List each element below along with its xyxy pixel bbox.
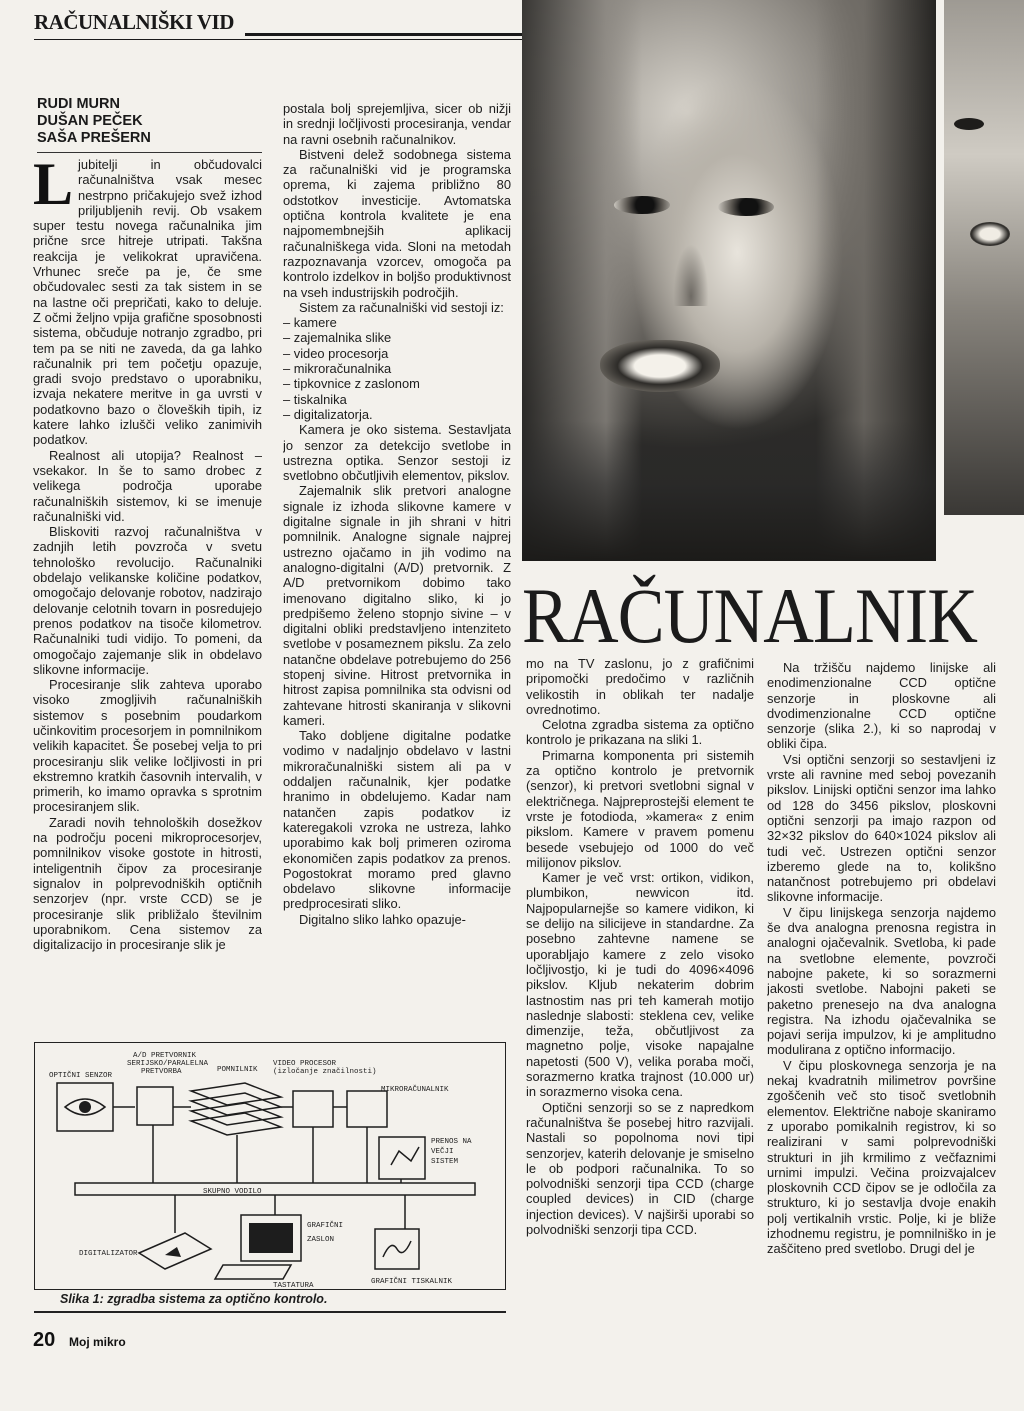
diagram-svg [35, 1043, 507, 1291]
author-name: RUDI MURN [37, 96, 120, 112]
list-item: – tiskalnika [283, 391, 347, 407]
paragraph: Vsi optični senzorji so sestavljeni iz vrste ali ravnine med seboj povezanih pikslov. Linijski optični senzor ima lahko od 128 do 3456 pikslov, ploskovni optični senzorji pa imajo razpon od 32×32 pikslov do 640×1024 pikslov ali tudi več. Ustrezen optični senzor izberemo glede na to, kolikšno natančnost potrebujemo pri obdelavi slikovne informacije. [767, 751, 996, 905]
figure-caption: Slika 1: zgradba sistema za optično kontrolo. [60, 1292, 328, 1306]
paragraph: Digitalno sliko lahko opazuje- [299, 911, 466, 927]
label-video2: (izločanje značilnosti) [273, 1068, 377, 1076]
figure-rule [34, 1311, 506, 1313]
label-transfer: PRENOS NA [431, 1138, 472, 1146]
section-rule-thin [34, 39, 530, 40]
label-keyboard: TASTATURA [273, 1282, 314, 1290]
paragraph: Procesiranje slik zahteva uporabo visoko zmogljivih računalniških sistemov s posebnim poudarkom učinkovitim procesorjem in pomnilnikom velikih kapacitet. Še posebej velja to pri procesiranju slik velike ločljivosti in pri ekstremno kratkih časovnih intervalih, v primerih, ko imamo opravka s sprotnim procesiranjem slik. [33, 677, 262, 815]
photo-eye-right [718, 198, 774, 216]
article-column-2 [283, 101, 511, 1050]
paragraph: Optični senzorji so se z napredkom računalništva še posebej hitro razvijali. Nastali so popolnoma novi tipi senzorjev, katerih delovanje je smiselno le ob podpori računalnika. To so polvodniški senzorji tipa CCD (charge coupled devices) in CID (charge injection devices). V najširši uporabi so polvodniški senzorji tipa CCD. [526, 1099, 754, 1237]
list-item: – zajemalnika slike [283, 330, 392, 346]
label-printer: GRAFIČNI TISKALNIK [371, 1278, 453, 1286]
section-label: RAČUNALNIŠKI VID [34, 10, 234, 34]
label-serial: SERIJSKO/PARALELNA [127, 1060, 209, 1068]
list-item: – kamere [283, 315, 337, 331]
paragraph: V čipu linijskega senzorja najdemo še dva analogna prenosna registra in analogni ojačevalnik. Svetloba, ki pade na svetlobne elemente, povzroči nabojne pakete, ki so sorazmerni jakosti svetlobe. Nabojni paketi se paketno prenesejo na dva analogna registra. Na izhodu ojačevalnika se pojavi serija impulzov, ki je amplitudno modulirana z optično informacijo. [767, 904, 996, 1058]
label-micro: MIKRORAČUNALNIK [381, 1086, 449, 1094]
page-number: 20 [33, 1329, 56, 1351]
headline: RAČUNALNIK [522, 572, 978, 659]
article-column-3 [526, 656, 754, 1326]
paragraph: Bistveni delež sodobnega sistema za računalniški vid je programska oprema, ki zajema približno 80 odstotkov investicije. Avtomatska optična kontrola kvalitete je ena najpomembnejših aplikacij računalniškega vida. Sloni na metodah razpoznavanja vzorcev, omogoča pa kontrolo izdelkov in boljšo produktivnost na vseh industrijskih področjih. [283, 146, 511, 300]
lead-paragraph [33, 157, 262, 448]
author-list [37, 96, 267, 147]
photo-eye-left [614, 196, 670, 214]
shared-bus [75, 1183, 475, 1195]
paragraph: Na tržišču najdemo linijske ali enodimenzionalne CCD optične senzorje in ploskovne ali dvodimenzionalne CCD optične senzorje (slika 2.), ki so naprodaj v obliki čipa. [767, 660, 996, 752]
paragraph: Tako dobljene digitalne podatke vodimo v nadaljnjo obdelavo v lastni mikroračunalniški sistem ali pa v oddaljen računalnik, kjer podatke hranimo in obdelujemo. Kadar nam natančen zapis podatkov iz kateregakoli vzroka ne ustreza, lahko uporabimo kak bolj primeren oziroma ekonomičen zapis podatkov za prenos. Pogostokrat moramo pred glavno obdelavo slikovne informacije predprocesirati sliko. [283, 728, 511, 912]
micro-box [347, 1091, 387, 1127]
label-bus: SKUPNO VODILO [203, 1188, 262, 1196]
list-item: – video procesorja [283, 345, 389, 361]
label-memory: POMNILNIK [217, 1066, 258, 1074]
keyboard-icon [215, 1265, 291, 1279]
portrait-photo-edge [944, 0, 1024, 515]
photo-shadow [522, 421, 936, 561]
video-processor-box [293, 1091, 333, 1127]
paragraph: Celotna zgradba sistema za optično kontrolo je prikazana na sliki 1. [526, 717, 754, 748]
component-list [283, 315, 511, 422]
photo-nose [672, 240, 710, 306]
drop-cap: L [33, 157, 74, 217]
section-rule [245, 33, 530, 36]
list-item: – digitalizatorja. [283, 406, 373, 422]
paragraph: Kamera je oko sistema. Sestavljata jo senzor za detekcijo svetlobe in ustrezna optika. Senzor sestoji iz svetlobno občutljivih elementov, pikslov. [283, 422, 511, 484]
transfer-box [379, 1137, 425, 1179]
paragraph: Bliskoviti razvoj računalništva v zadnjih letih povzroča v svetu tehnološko revolucijo. Računalniki obdelajo velikanske količine podatkov, omogočajo delovanje robotov, nadzirajo delovanje celotnih tovarn in posredujejo prenos podatkov na tisoče kilometrov. Računalniki tudi vidijo. To pomeni, da omogočajo zajemanje slik in obdelavo slikovne informacije. [33, 524, 262, 677]
label-serial2: PRETVORBA [141, 1068, 182, 1076]
adc-box [137, 1087, 173, 1125]
authors-divider [37, 152, 262, 153]
paragraph: Sistem za računalniški vid sestoji iz: [299, 299, 504, 315]
label-video: VIDEO PROCESOR [273, 1060, 337, 1068]
system-diagram [34, 1042, 506, 1290]
pupil-icon [79, 1101, 91, 1113]
photo-eye [954, 118, 984, 130]
paragraph: Kamer je več vrst: ortikon, vidikon, plumbikon, newvicon itd. Najpopularnejše so kamere vidikon, ki se delijo na silicijeve in standardne. Za posebno zahtevne namene se uporabljajo kamere z zelo visoko ločljivostjo, ki je tudi do 4096×4096 pikslov. Kljub nekaterim dobrim lastnostim nas pri teh kamerah motijo naslednje slabosti: steklena cev, velike dimenzije, teža, občutljivost za magnetno polje, visoke napajalne napetosti (500 V), velika poraba moči, sorazmerno kratka trajnost (10.000 ur) in sorazmerno visoka cena. [526, 870, 754, 1100]
paragraph: Zaradi novih tehnoloških dosežkov na področju poceni mikroprocesorjev, pomnilnikov visoke gostote in hitrosti, inteligentnih čipov za procesiranje signalov in polprevodniških optičnih senzorjev (npr. vrste CCD) se je procesiranje slik približalo številnim uporabnikom. Cena sistemov za digitalizacijo in procesiranje slik je [33, 814, 262, 953]
label-screen: GRAFIČNI [307, 1222, 344, 1230]
article-column-1 [33, 157, 262, 1025]
article-column-4 [767, 660, 996, 1325]
label-transfer2: VEČJI [431, 1148, 454, 1156]
label-screen2: ZASLON [307, 1236, 335, 1244]
paragraph: mo na TV zaslonu, jo z grafičnimi pripomočki predočimo v različnih velikostih in oblikah ter nadalje ovrednotimo. [526, 656, 754, 717]
photo-mouth [970, 222, 1010, 246]
magazine-name: Moj mikro [69, 1335, 126, 1349]
list-item: – tipkovnice z zaslonom [283, 376, 420, 392]
monitor-icon [249, 1223, 293, 1253]
paragraph-text: jubitelji in občudovalci računalništva vsak mesec nestrpno pričakujejo svež izhod priljubljenih revij. Ob vsakem super testu novega računalnika jim prične srce hitreje utripati. Takšna reakcija je velikokrat upravičena. Vrhunec sreče pa je, če sme občudovalec sesti za tak sistem in se na lastne oči prepričati, kako to deluje. Z očmi željno vpija grafične sposobnosti sistema, občuduje notranjo zgradbo, pri tem pa se niti ne zaveda, da ga lahko računalnik pri tem početju opazuje, gradi svojo predstavo o uporabniku, izvaja nekatere meritve in ga uvrsti v podatkovno bazo o človeških tipih, iz katere lahko izlušči veliko zanimivih podatkov. [33, 157, 262, 448]
paragraph: V čipu ploskovnega senzorja je na nekaj kvadratnih milimetrov površine zgoščenih več sto tisoč svetlobnih elementov. Električne naboje skaniramo z uporabo pomikalnih registrov, ki so realizirani v sami polprevodniški strukturi in jih krmilimo z večfaznimi urnimi impulzi. Večina proizvajalcev ploskovnih CCD čipov se je odločila za strukturo, ki jo sestavlja dvoje enakih polj vertikalnih vrstic. Polje, ki je bliže izhodnemu registru, je pomnilniško in je zaščiteno pred svetlobo. Drugi del je [767, 1057, 996, 1257]
paragraph: postala bolj sprejemljiva, sicer ob nižji in srednji ločljivosti procesiranja, vendar na ravni osebnih računalnikov. [283, 101, 511, 147]
label-sensor: OPTIČNI SENZOR [49, 1072, 113, 1080]
paragraph: Realnost ali utopija? Realnost – vsekakor. In še to samo drobec z velikega področja uporabe računalniških sistemov, ki se imenuje računalniški vid. [33, 447, 262, 524]
portrait-photo [522, 0, 936, 561]
paragraph: Zajemalnik slik pretvori analogne signale iz izhoda slikovne kamere v digitalne signale in jih shrani v hitri pomnilnik. Analogne signale najprej ustrezno ojačamo in jih vodimo na analogno-digitalni (A/D) pretvornik. Z A/D pretvornikom dobimo tako imenovano digitalno sliko, ki jo predpišemo želeno stopnjo sivine – v digitalni obliki predstavljeno intenziteto svetlobe v posameznem pikslu. Za zelo natančne obdelave potrebujemo do 256 stopenj sivine. Hitrost pretvornika in hitrost zapisa pomnilnika sta odvisni od zahtevane hitrosti skaniranja v slikovni kameri. [283, 483, 511, 728]
list-item: – mikroračunalnika [283, 361, 392, 377]
author-name: DUŠAN PEČEK [37, 113, 143, 129]
label-digitizer: DIGITALIZATOR [79, 1250, 138, 1258]
label-transfer3: SISTEM [431, 1158, 459, 1166]
photo-mouth [600, 340, 720, 392]
label-adc: A/D PRETVORNIK [133, 1052, 197, 1060]
author-name: SAŠA PREŠERN [37, 130, 151, 146]
paragraph: Primarna komponenta pri sistemih za optično kontrolo je pretvornik (senzor), ki pretvori svetlobni signal v električnega. Najpreprostejši element te vrste je fotodioda, »kamera« z enim pikslom. Kamere v pravem pomenu besede vsebujejo od 1000 do več milijonov pikslov. [526, 747, 754, 870]
wave-icon [383, 1241, 411, 1257]
